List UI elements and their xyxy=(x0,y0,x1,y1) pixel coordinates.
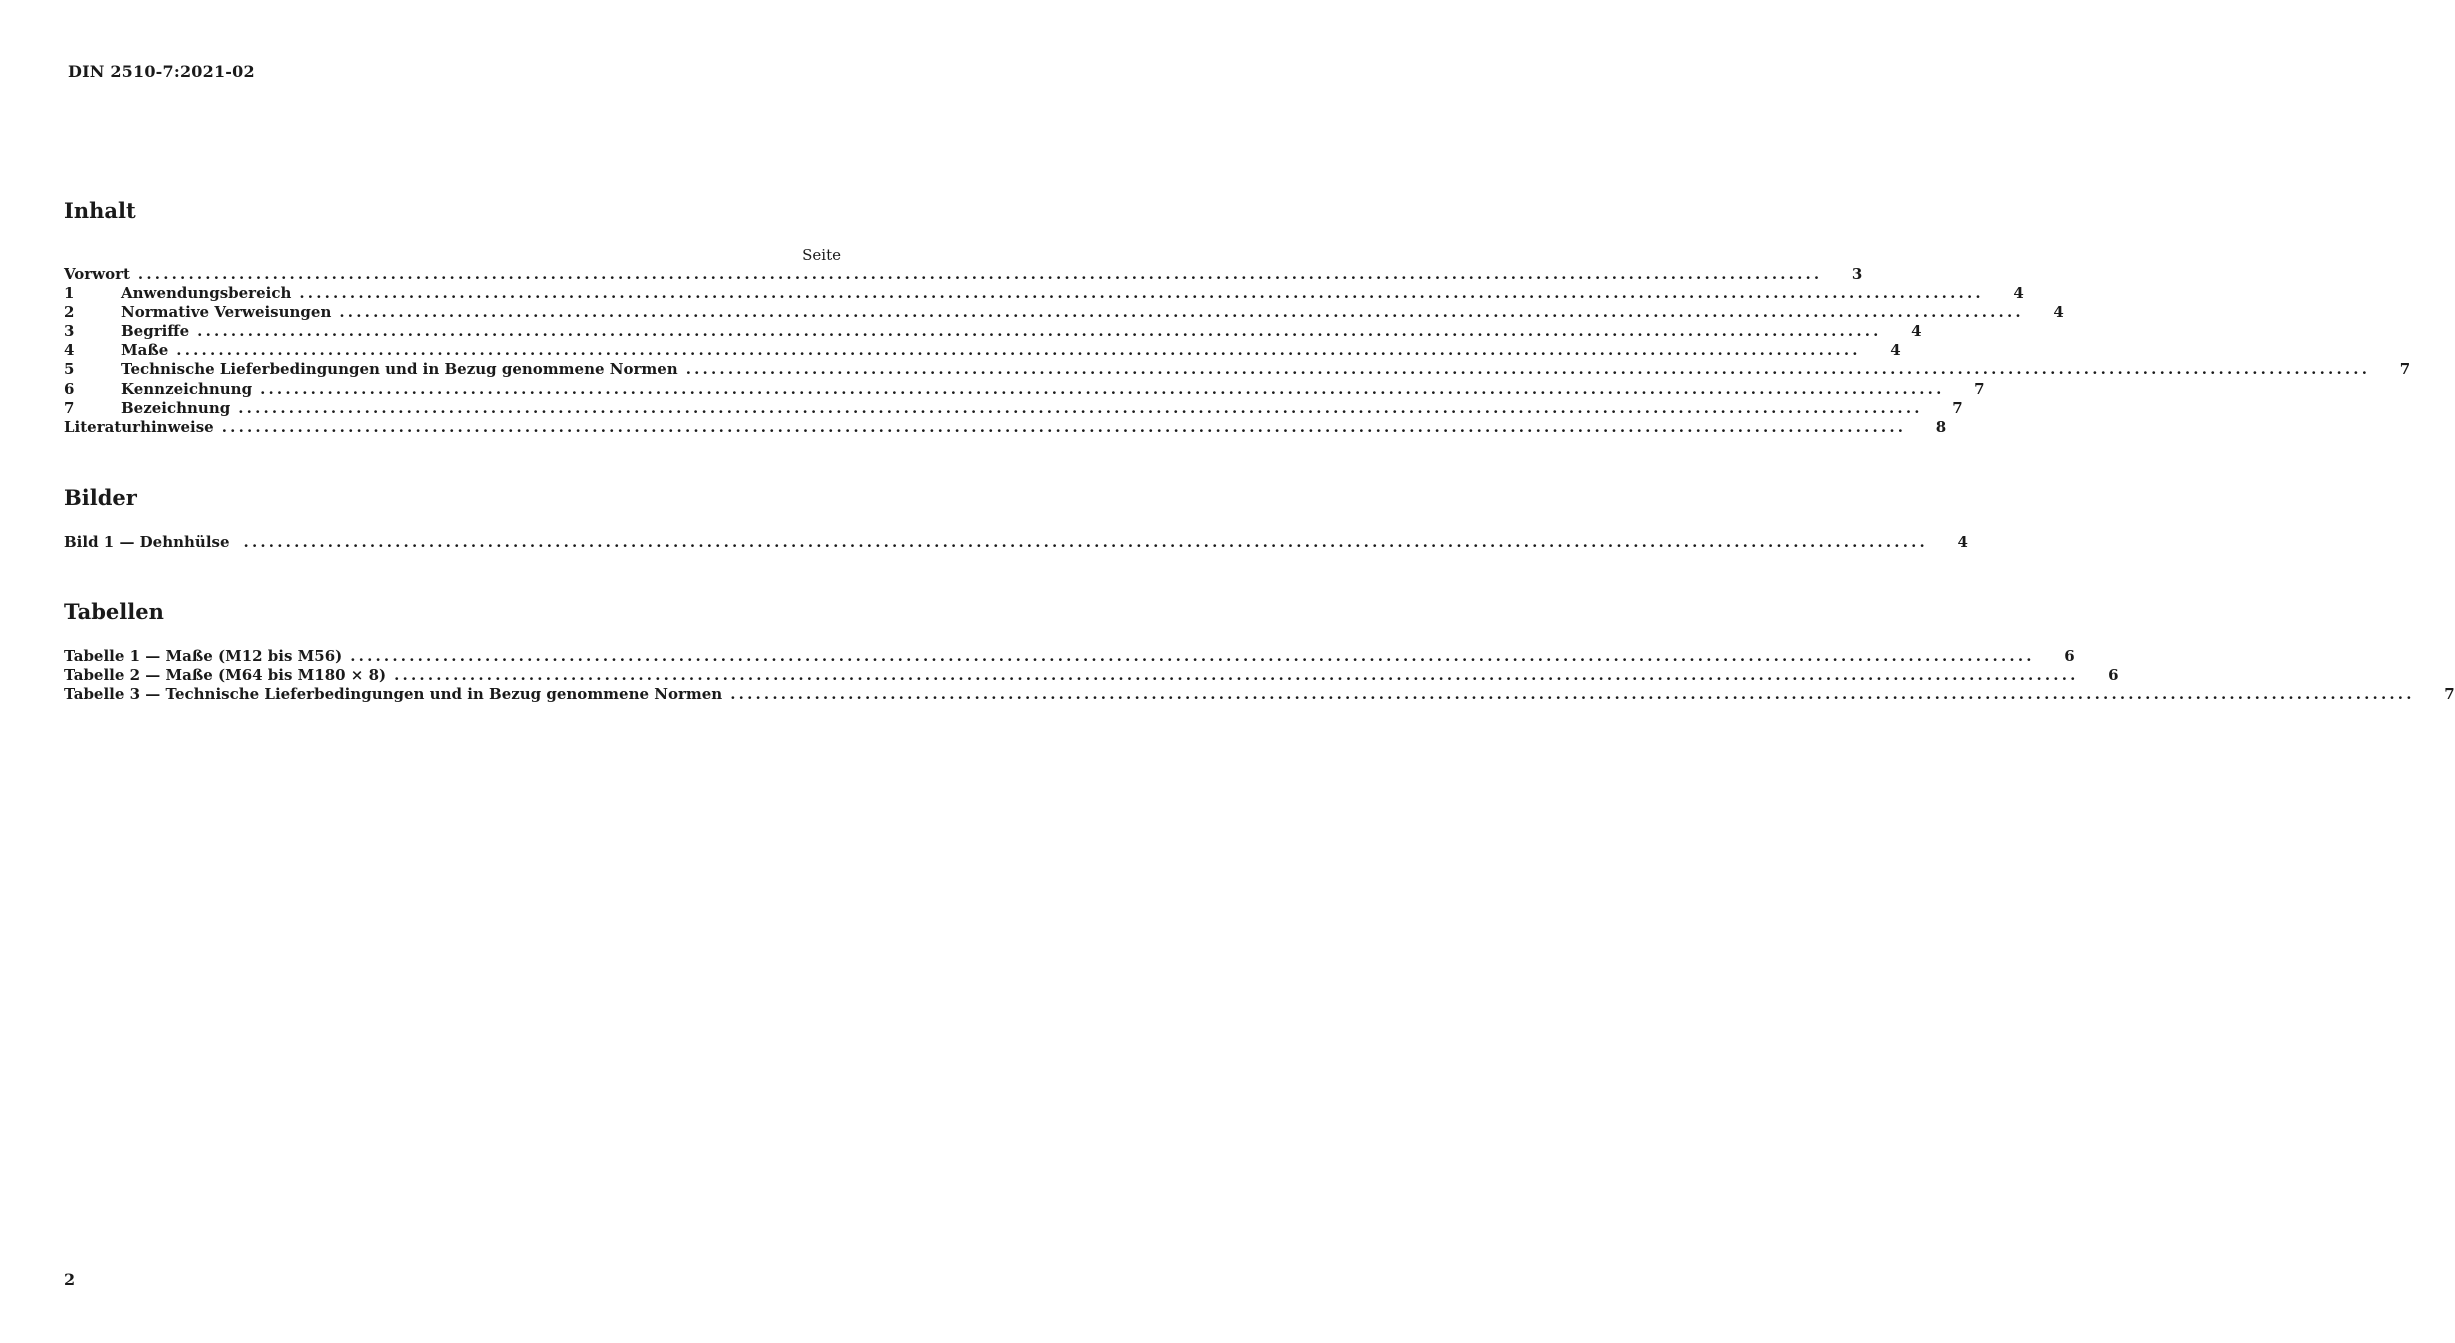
toc-entry-normative-verweisungen[interactable] xyxy=(64,303,2064,322)
toc-entry-masse[interactable] xyxy=(64,341,1901,360)
toc-entry-number: 4 xyxy=(64,341,75,359)
toc-leader-dots: ........................................................................................................................................................................................................ xyxy=(243,533,1928,551)
table-entry-tabelle-1[interactable] xyxy=(64,647,2075,666)
toc-entry-page: 8 xyxy=(1935,418,1947,436)
figure-entry-page: 4 xyxy=(1957,533,1968,551)
toc-entry-number: 1 xyxy=(64,284,75,302)
toc-entry-title: Technische Lieferbedingungen und in Bezug genommene Normen xyxy=(121,360,678,378)
toc-entry-literaturhinweise[interactable] xyxy=(64,418,1947,437)
figure-entry-bild-1[interactable] xyxy=(64,533,1968,552)
toc-leader-dots: ........................................................................................................................................................................................................ xyxy=(176,341,1861,359)
table-entry-title: Tabelle 2 — Maße (M64 bis M180 × 8) xyxy=(64,666,387,684)
toc-leader-dots: ........................................................................................................................................................................................................ xyxy=(339,303,2024,321)
toc-entry-page: 4 xyxy=(2013,284,2024,302)
toc-entry-page: 7 xyxy=(1974,380,1985,398)
toc-entry-title: Literaturhinweise xyxy=(64,418,214,436)
table-entry-tabelle-3[interactable] xyxy=(64,685,2455,704)
table-entry-page: 6 xyxy=(2108,666,2119,684)
table-entry-title: Tabelle 1 — Maße (M12 bis M56) xyxy=(64,647,343,665)
page-number: 2 xyxy=(64,1270,76,1289)
toc-entry-page: 7 xyxy=(1952,399,1963,417)
toc-leader-dots: ........................................................................................................................................................................................................ xyxy=(730,685,2415,703)
toc-entry-bezeichnung[interactable] xyxy=(64,399,1963,418)
toc-entry-page: 7 xyxy=(2399,360,2411,378)
toc-entry-number: 3 xyxy=(64,322,75,340)
toc-entry-page: 4 xyxy=(1890,341,1901,359)
toc-entry-number: 2 xyxy=(64,303,75,321)
contents-heading: Inhalt xyxy=(64,198,136,223)
toc-entry-kennzeichnung[interactable] xyxy=(64,380,1985,399)
toc-entry-number: 6 xyxy=(64,380,75,398)
toc-entry-title: Vorwort xyxy=(64,265,130,283)
toc-entry-anwendungsbereich[interactable] xyxy=(64,284,2024,303)
toc-leader-dots: ........................................................................................................................................................................................................ xyxy=(137,265,1823,283)
toc-leader-dots: ........................................................................................................................................................................................................ xyxy=(197,322,1882,340)
toc-leader-dots: ........................................................................................................................................................................................................ xyxy=(221,418,1907,436)
toc-leader-dots: ........................................................................................................................................................................................................ xyxy=(685,360,2371,378)
toc-entry-title: Maße xyxy=(121,341,169,359)
contents-list xyxy=(64,246,2411,446)
document-identifier: DIN 2510-7:2021-02 xyxy=(68,62,255,81)
toc-leader-dots: ........................................................................................................................................................................................................ xyxy=(299,284,1984,302)
toc-entry-technische-lieferbedingungen[interactable] xyxy=(64,360,2411,379)
table-entry-page: 7 xyxy=(2444,685,2455,703)
toc-entry-page: 4 xyxy=(1911,322,1922,340)
figures-heading: Bilder xyxy=(64,485,137,510)
toc-leader-dots: ........................................................................................................................................................................................................ xyxy=(238,399,1923,417)
toc-leader-dots: ........................................................................................................................................................................................................ xyxy=(394,666,2079,684)
toc-entry-title: Normative Verweisungen xyxy=(121,303,332,321)
toc-leader-dots: ........................................................................................................................................................................................................ xyxy=(350,647,2035,665)
toc-leader-dots: ........................................................................................................................................................................................................ xyxy=(260,380,1945,398)
toc-entry-title: Kennzeichnung xyxy=(121,380,253,398)
toc-entry-number: 7 xyxy=(64,399,75,417)
page-column-label: Seite xyxy=(802,246,841,264)
toc-entry-title: Anwendungsbereich xyxy=(121,284,292,302)
toc-entry-title: Bezeichnung xyxy=(121,399,231,417)
figures-list xyxy=(64,533,1968,553)
toc-entry-title: Begriffe xyxy=(121,322,190,340)
table-entry-tabelle-2[interactable] xyxy=(64,666,2119,685)
toc-entry-page: 3 xyxy=(1851,265,1863,283)
toc-entry-vorwort[interactable] xyxy=(64,265,1863,284)
toc-entry-number: 5 xyxy=(64,360,75,378)
table-entry-title: Tabelle 3 — Technische Lieferbedingungen und in Bezug genommene Normen xyxy=(64,685,723,703)
tables-heading: Tabellen xyxy=(64,599,164,624)
toc-entry-begriffe[interactable] xyxy=(64,322,1922,341)
table-entry-page: 6 xyxy=(2064,647,2075,665)
toc-entry-page: 4 xyxy=(2053,303,2064,321)
tables-list xyxy=(64,647,2455,707)
figure-entry-title: Bild 1 — Dehnhülse xyxy=(64,533,230,551)
